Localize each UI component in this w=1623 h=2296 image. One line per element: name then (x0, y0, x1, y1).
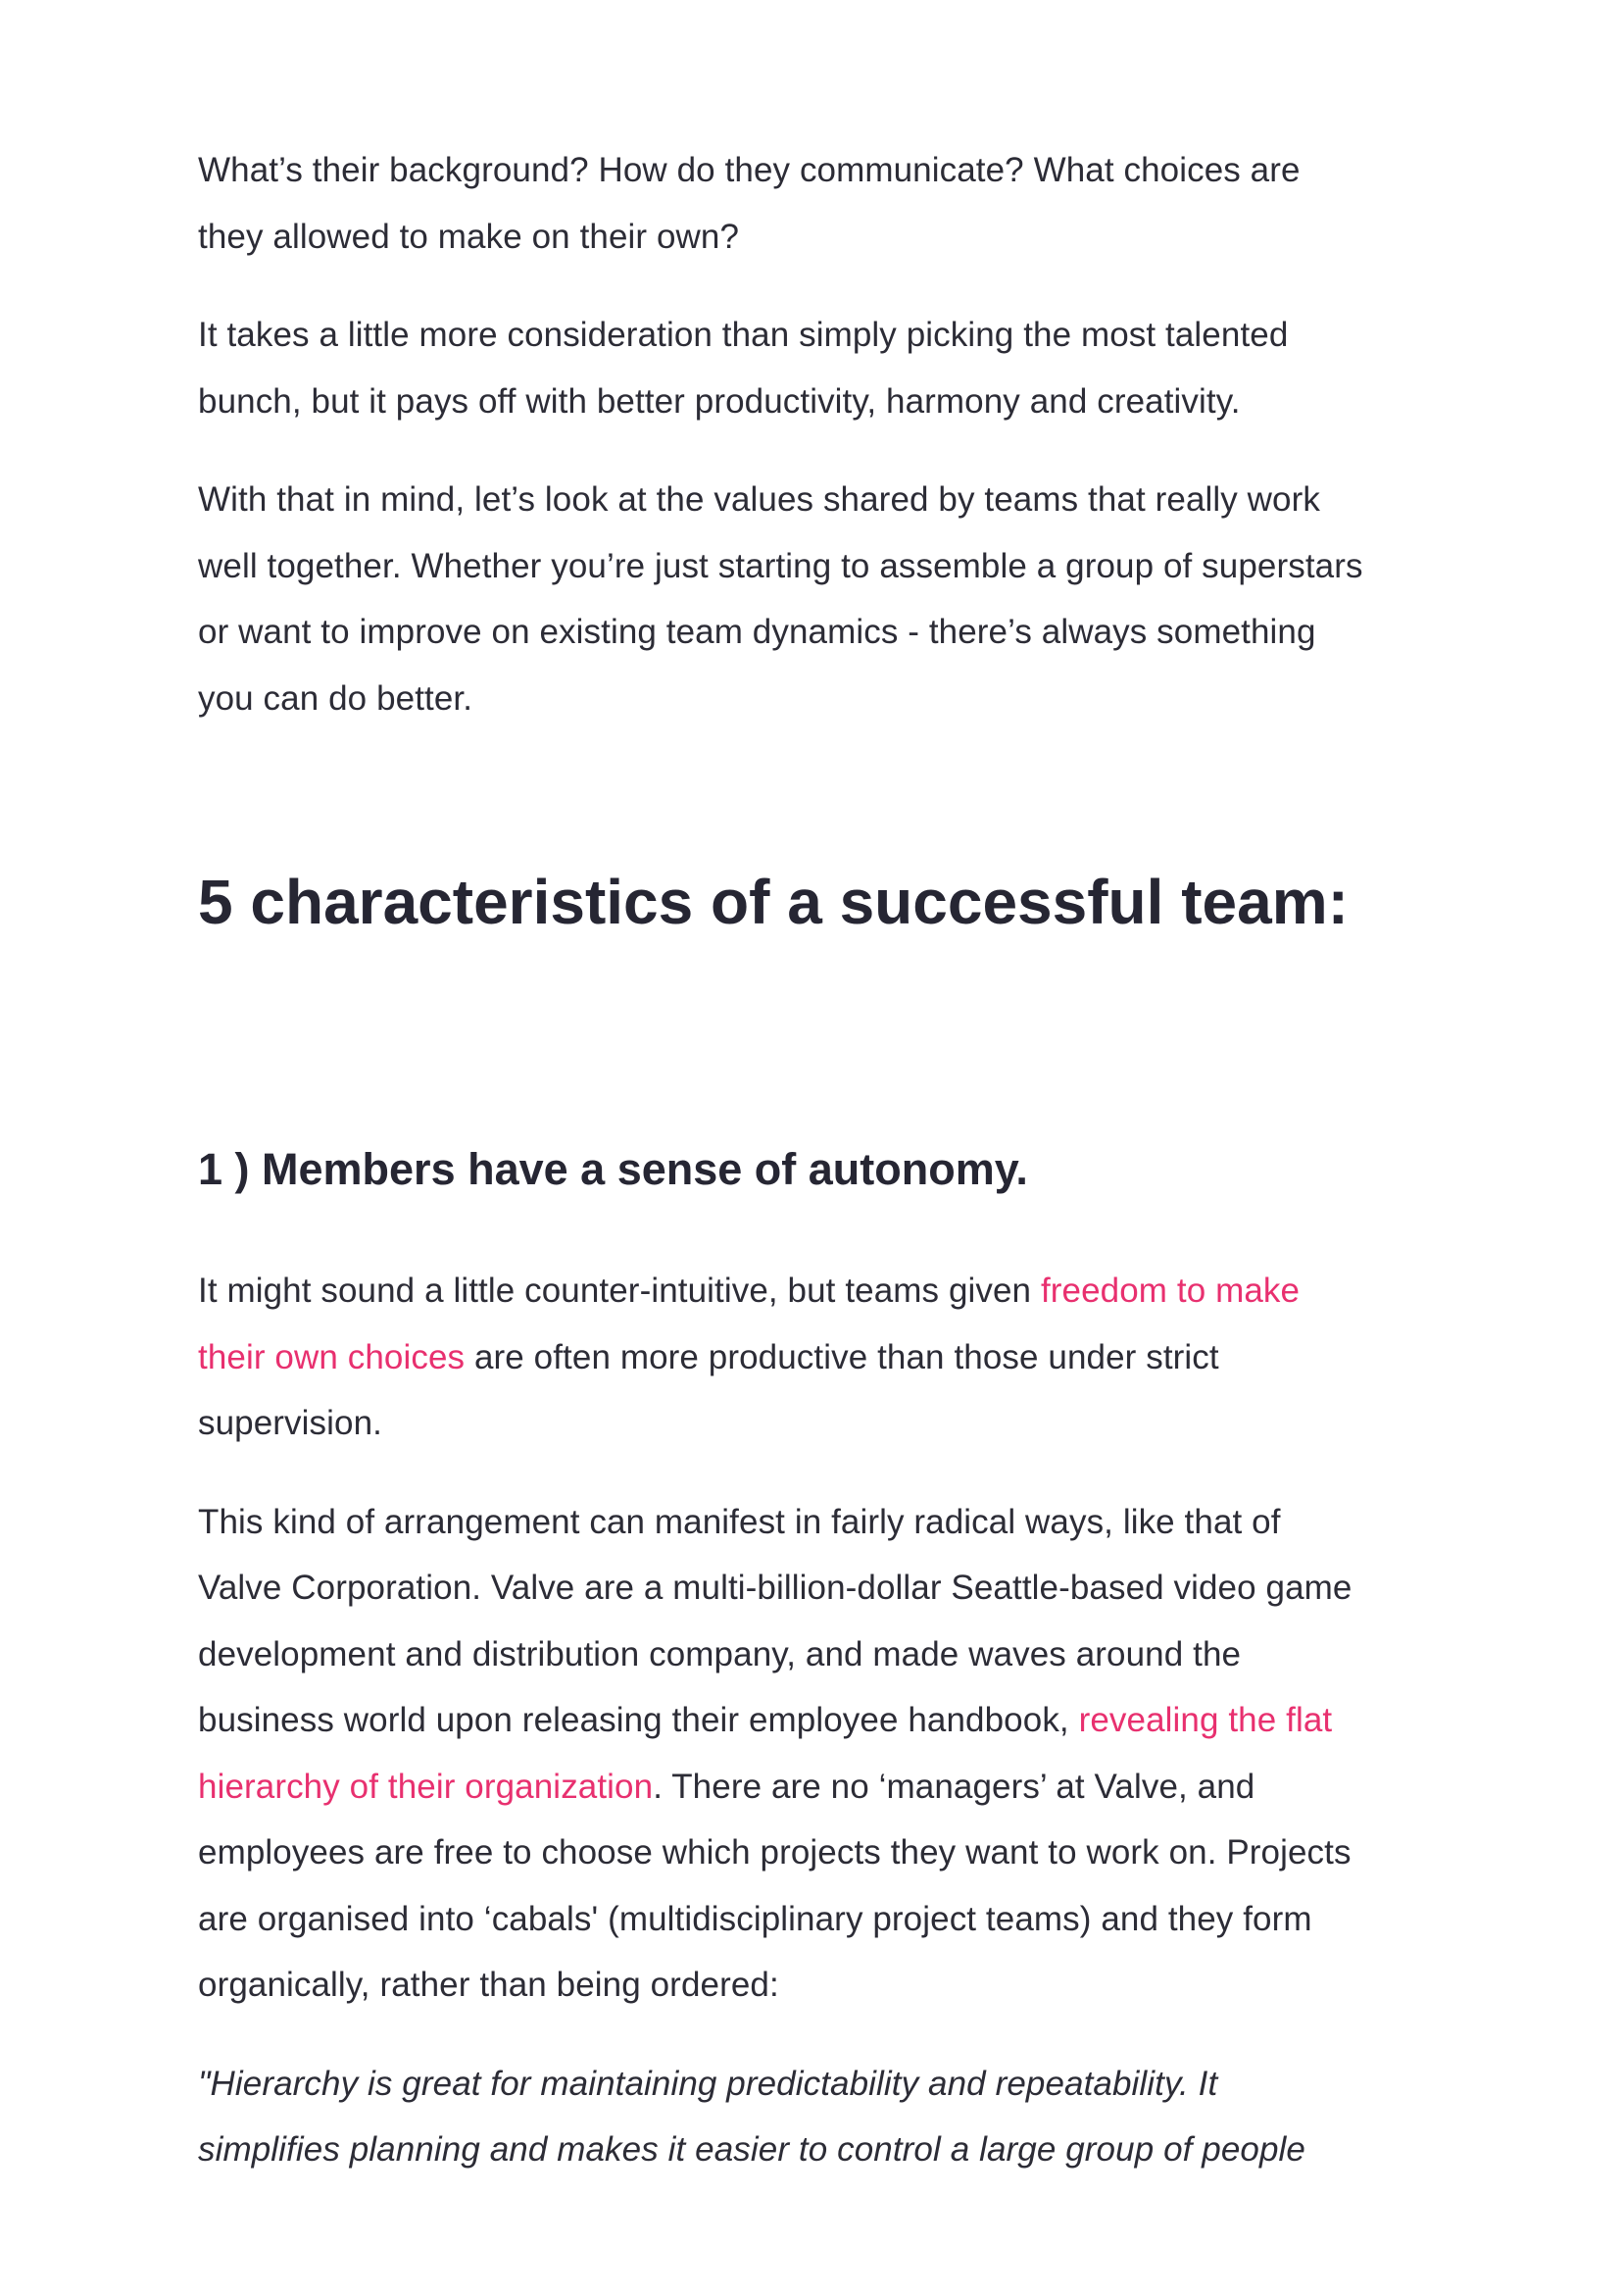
text-line: With that in mind, let’s look at the values shared by teams that really work (198, 480, 1320, 519)
text-line: This kind of arrangement can manifest in fairly radical ways, like that of (198, 1502, 1281, 1541)
text-line: development and distribution company, and made waves around the (198, 1634, 1242, 1673)
text-span: It might sound a little counter-intuitive, but teams given (198, 1272, 1041, 1310)
valve-quote (198, 2051, 1352, 2183)
flat-hierarchy-link-continued[interactable]: hierarchy of their organization (198, 1767, 654, 1806)
text-span: . There are no ‘managers’ at Valve, and (653, 1767, 1255, 1806)
subsection-heading: 1 ) Members have a sense of autonomy. (198, 1144, 1028, 1194)
text-line: "Hierarchy is great for maintaining predictability and repeatability. It (198, 2064, 1218, 2103)
text-line: Valve Corporation. Valve are a multi-billion-dollar Seattle-based video game (198, 1569, 1352, 1607)
text-line: It takes a little more consideration than simply picking the most talented (198, 316, 1289, 354)
text-line (198, 1324, 1352, 1391)
section-heading: 5 characteristics of a successful team: (198, 867, 1349, 937)
freedom-link[interactable]: freedom to make (1040, 1272, 1301, 1310)
flat-hierarchy-link[interactable]: revealing the flat (1078, 1701, 1333, 1739)
text-line: well together. Whether you’re just starting to assemble a group of superstars (198, 546, 1363, 585)
text-line: you can do better. (198, 678, 473, 718)
autonomy-paragraph-2 (198, 1489, 1352, 2019)
text-line: bunch, but it pays off with better productivity, harmony and creativity. (198, 381, 1241, 421)
intro-block (198, 137, 1363, 731)
freedom-link-continued[interactable]: their own choices (198, 1337, 466, 1376)
text-line: employees are free to choose which projects they want to work on. Projects (198, 1833, 1352, 1872)
text-span: are often more productive than those under strict (465, 1337, 1219, 1376)
text-line: or want to improve on existing team dynamics - there’s always something (198, 613, 1316, 651)
autonomy-paragraph-1 (198, 1258, 1352, 1457)
intro-paragraph-1 (198, 137, 1363, 270)
text-line: What’s their background? How do they communicate? What choices are (198, 151, 1301, 189)
text-line: supervision. (198, 1404, 382, 1442)
text-span: business world upon releasing their employee handbook, (198, 1701, 1079, 1739)
text-line: they allowed to make on their own? (198, 217, 740, 256)
intro-paragraph-2 (198, 302, 1363, 434)
intro-paragraph-3 (198, 467, 1363, 731)
text-line (198, 1754, 1352, 1821)
autonomy-block (198, 1150, 1352, 2183)
text-line: organically, rather than being ordered: (198, 1966, 779, 2004)
text-line (198, 1687, 1352, 1754)
text-line: are organised into ‘cabals' (multidisciplinary project teams) and they form (198, 1899, 1312, 1938)
text-line: simplifies planning and makes it easier to control a large group of people (198, 2130, 1305, 2169)
text-line (198, 1258, 1352, 1324)
